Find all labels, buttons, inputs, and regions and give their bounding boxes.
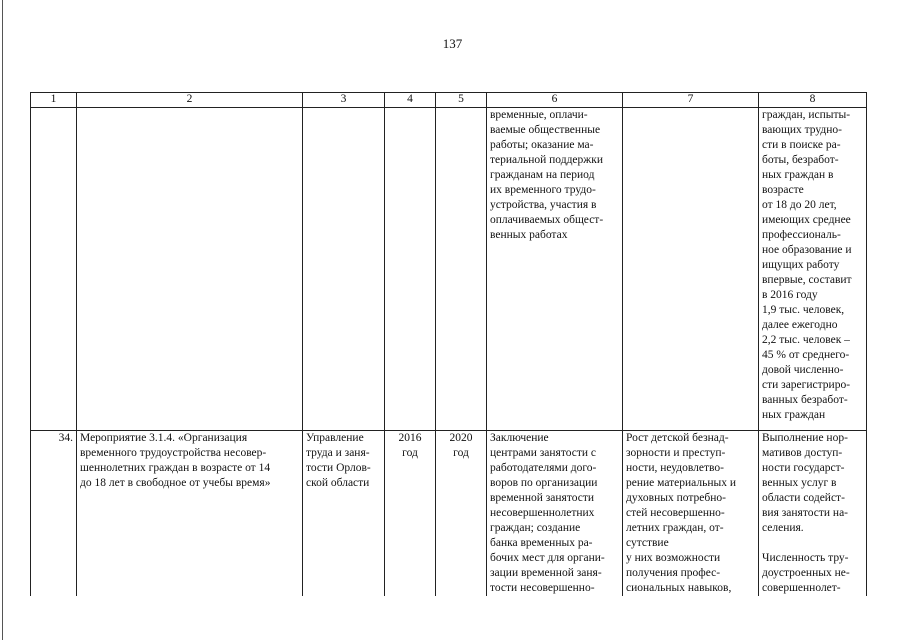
cell-number: 34. <box>31 431 77 597</box>
table-row <box>31 108 867 431</box>
cell-executor <box>303 108 385 431</box>
document-table <box>30 92 867 596</box>
cell-content: временные, оплачи- ваемые общественные работы; оказание ма- териальной поддержки гражданам на период их временного трудо- устройства, участия в оплачиваемых общест- венных работах <box>487 108 623 431</box>
table-header-row <box>31 93 867 108</box>
cell-indicators: Выполнение нор- мативов доступ- ности государст- венных услуг в области содейст- вия занятости на- селения. Численность тру- доустроенных не- совершеннолет- <box>759 431 867 597</box>
cell-content: Заключение центрами занятости с работодателями дого- воров по организации временной занятости несовершеннолетних граждан; создание банка временных ра- бочих мест для органи- зации временной заня- тости несовершенно- <box>487 431 623 597</box>
cell-consequences: Рост детской безнад- зорности и преступ- ности, неудовлетво- рение материальных и духовных потребно- стей несовершенно- летних граждан, от- сутствие у них возможности получения профес- сиональных навыков, <box>623 431 759 597</box>
header-col-8: 8 <box>759 93 867 108</box>
header-col-5: 5 <box>436 93 487 108</box>
page-left-border <box>2 0 3 640</box>
cell-start-year <box>385 108 436 431</box>
cell-end-year: 2020 год <box>436 431 487 597</box>
cell-executor: Управление труда и заня- тости Орлов- ской области <box>303 431 385 597</box>
page-number: 137 <box>442 36 463 51</box>
cell-end-year <box>436 108 487 431</box>
cell-consequences <box>623 108 759 431</box>
header-col-4: 4 <box>385 93 436 108</box>
cell-start-year: 2016 год <box>385 431 436 597</box>
header-col-6: 6 <box>487 93 623 108</box>
cell-indicators: граждан, испыты- вающих трудно- сти в поиске ра- боты, безработ- ных граждан в возрасте от 18 до 20 лет, имеющих среднее профессиональ- ное образование и ищущих работу впервые, составит в 2016 году 1,9 тыс. человек, далее ежегодно 2,2 тыс. человек – 45 % от среднего- довой численно- сти зарегистриро- ванных безработ- ных граждан <box>759 108 867 431</box>
table-row <box>31 431 867 597</box>
header-col-2: 2 <box>77 93 303 108</box>
header-col-3: 3 <box>303 93 385 108</box>
cell-activity: Мероприятие 3.1.4. «Организация временного трудоустройства несовер- шеннолетних граждан в возрасте от 14 до 18 лет в свободное от учебы время» <box>77 431 303 597</box>
cell-activity <box>77 108 303 431</box>
header-col-7: 7 <box>623 93 759 108</box>
cell-number <box>31 108 77 431</box>
header-col-1: 1 <box>31 93 77 108</box>
